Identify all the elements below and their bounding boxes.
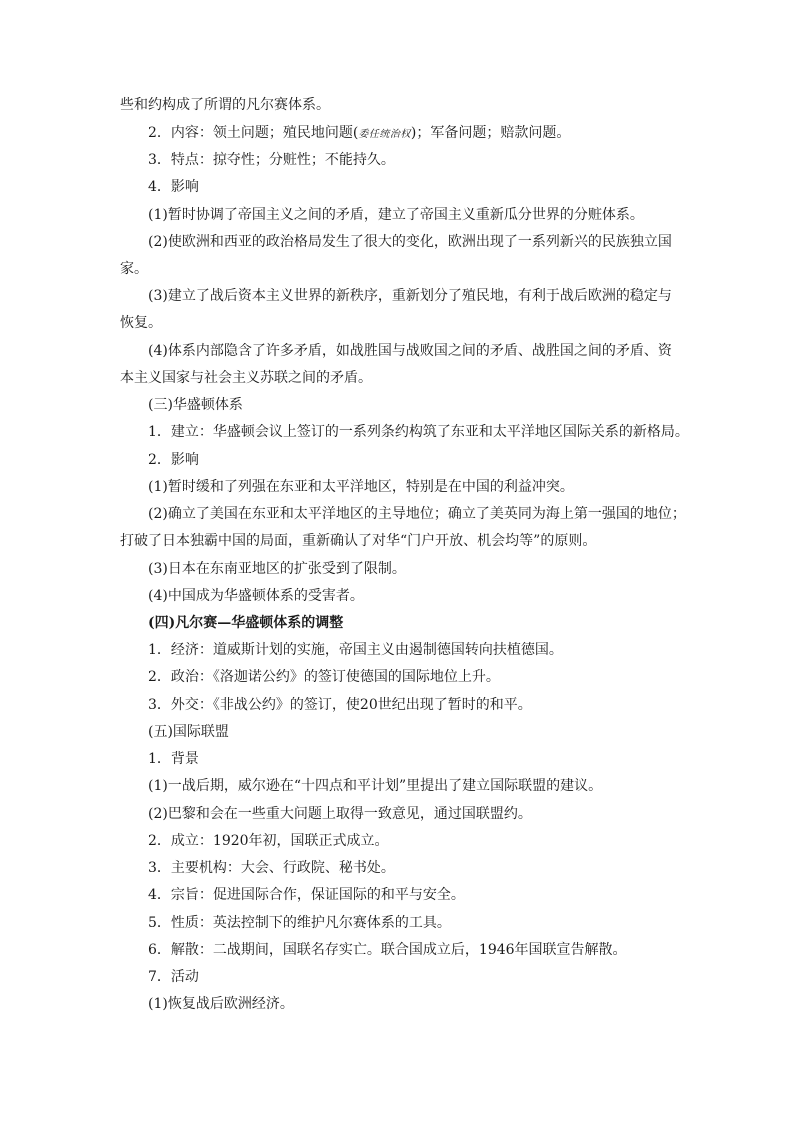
paragraph-line: 1．经济：道威斯计划的实施，帝国主义由遏制德国转向扶植德国。 [148,642,563,658]
paragraph-line: 恢复。 [120,315,162,331]
paragraph-line: (3)日本在东南亚地区的扩张受到了限制。 [148,561,406,577]
paragraph-line: (2)确立了美国在东亚和太平洋地区的主导地位；确立了美英同为海上第一强国的地位； [148,506,686,522]
paragraph-line: (4)中国成为华盛顿体系的受害者。 [148,588,364,604]
paragraph-line: 些和约构成了所谓的凡尔赛体系。 [120,97,330,113]
section-heading: (四)凡尔赛—华盛顿体系的调整 [148,615,344,631]
paragraph-line: 1．建立：华盛顿会议上签订的一系列条约构筑了东亚和太平洋地区国际关系的新格局。 [148,424,689,440]
paragraph-line: (3)建立了战后资本主义世界的新秩序，重新划分了殖民地，有利于战后欧洲的稳定与 [148,288,672,304]
heading-background: 1．背景 [148,751,199,767]
paragraph-line: (1)暂时缓和了列强在东亚和太平洋地区，特别是在中国的利益冲突。 [148,479,574,495]
paragraph-line: 2．成立：1920年初，国联正式成立。 [148,833,389,849]
list-item-content: 2．内容：领土问题；殖民地问题(委任统治权)；军备问题；赔款问题。 [148,125,571,141]
paragraph-line: 3．外交：《非战公约》的签订，使20世纪出现了暂时的和平。 [148,697,532,713]
section-heading: (三)华盛顿体系 [148,397,243,413]
heading-impact: 2．影响 [148,452,199,468]
paragraph-line: 5．性质：英法控制下的维护凡尔赛体系的工具。 [148,915,451,931]
paragraph-line: 打破了日本独霸中国的局面，重新确认了对华“门户开放、机会均等”的原则。 [120,533,597,549]
section-heading: (五)国际联盟 [148,724,229,740]
paragraph-line: (1)暂时协调了帝国主义之间的矛盾，建立了帝国主义重新瓜分世界的分赃体系。 [148,207,644,223]
paragraph-line: 家。 [120,261,148,277]
paragraph-line: 本主义国家与社会主义苏联之间的矛盾。 [120,370,372,386]
heading-impact: 4．影响 [148,179,199,195]
paragraph-line: 2．政治：《洛迦诺公约》的签订使德国的国际地位上升。 [148,669,500,685]
paragraph-line: (2)使欧洲和西亚的政治格局发生了很大的变化，欧洲出现了一系列新兴的民族独立国 [148,234,672,250]
text-run: 2．内容：领土问题；殖民地问题 [148,125,353,141]
annotation-text: 委任统治权 [358,129,411,140]
paragraph-line: 6．解散：二战期间，国联名存实亡。联合国成立后，1946年国联宣告解散。 [148,942,627,958]
paragraph-line: (4)体系内部隐含了许多矛盾，如战胜国与战败国之间的矛盾、战胜国之间的矛盾、资 [148,343,672,359]
paragraph-line: (1)恢复战后欧洲经济。 [148,996,294,1012]
paragraph-line: 3．主要机构：大会、行政院、秘书处。 [148,860,395,876]
text-run: ；军备问题；赔款问题。 [416,125,571,141]
heading-activities: 7．活动 [148,969,199,985]
paragraph-line: (2)巴黎和会在一些重大问题上取得一致意见，通过国联盟约。 [148,806,532,822]
paragraph-line: (1)一战后期，威尔逊在“十四点和平计划”里提出了建立国际联盟的建议。 [148,778,603,794]
paragraph-line: 4．宗旨：促进国际合作，保证国际的和平与安全。 [148,887,465,903]
list-item-features: 3．特点：掠夺性；分赃性；不能持久。 [148,152,395,168]
